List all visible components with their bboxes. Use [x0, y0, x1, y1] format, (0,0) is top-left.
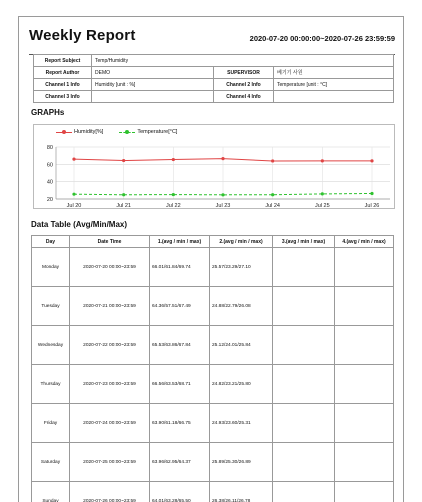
data-point-temperature: [370, 192, 373, 195]
table-row: [32, 248, 394, 287]
row-channel2: 25.57/23.29/27.10: [210, 248, 273, 287]
table-row: [32, 482, 394, 502]
report-page: [18, 16, 404, 502]
channel4-label: Channel 4 Info: [214, 91, 274, 103]
row-day: Monday: [32, 248, 70, 287]
row-datetime: 2020-07-21 00:00~23:59: [70, 287, 150, 326]
row-channel2: 25.89/25.30/26.89: [210, 443, 273, 482]
row-channel2: 26.38/26.11/26.78: [210, 482, 273, 502]
row-channel1: 64.36/57.51/67.49: [150, 287, 210, 326]
x-tick-label: Jul 26: [364, 203, 380, 209]
channel3-label: Channel 3 Info: [34, 91, 92, 103]
data-table-header: [32, 236, 394, 248]
data-point-humidity: [72, 158, 75, 161]
row-channel3: [273, 482, 335, 502]
row-datetime: 2020-07-25 00:00~23:59: [70, 443, 150, 482]
chart-container: [33, 124, 395, 209]
data-table: [31, 235, 394, 502]
channel1-label: Channel 1 Info: [34, 79, 92, 91]
row-channel3: [273, 287, 335, 326]
channel1-value: Humidity [unit : %]: [92, 79, 214, 91]
row-channel4: [335, 248, 394, 287]
row-channel2: 24.82/23.21/25.80: [210, 365, 273, 404]
row-channel2: 24.88/22.79/26.08: [210, 287, 273, 326]
row-channel1: 66.56/63.53/68.71: [150, 365, 210, 404]
row-channel4: [335, 365, 394, 404]
header-channel3: 3.(avg / min / max): [273, 236, 335, 248]
row-day: Sunday: [32, 482, 70, 502]
header-channel4: 4.(avg / min / max): [335, 236, 394, 248]
info-row-channels-1-2: [34, 79, 394, 91]
info-row-subject: [34, 55, 394, 67]
graphs-section-title: GRAPHs: [31, 108, 65, 117]
data-point-humidity: [370, 159, 373, 162]
row-channel4: [335, 326, 394, 365]
supervisor-label: SUPERVISOR: [214, 67, 274, 79]
row-channel4: [335, 287, 394, 326]
line-chart: [34, 125, 396, 210]
row-datetime: 2020-07-26 00:00~23:59: [70, 482, 150, 502]
table-row: [32, 404, 394, 443]
channel4-value: [274, 91, 394, 103]
channel2-label: Channel 2 Info: [214, 79, 274, 91]
header-channel1: 1.(avg / min / max): [150, 236, 210, 248]
header-day: Day: [32, 236, 70, 248]
x-tick-label: Jul 25: [314, 203, 330, 209]
data-point-temperature: [172, 193, 175, 196]
y-tick-label: 20: [46, 197, 53, 203]
y-tick-label: 80: [46, 145, 53, 151]
data-point-temperature: [122, 193, 125, 196]
data-point-humidity: [221, 157, 224, 160]
table-row: [32, 365, 394, 404]
x-tick-label: Jul 24: [265, 203, 281, 209]
info-row-author: [34, 67, 394, 79]
x-tick-label: Jul 22: [165, 203, 181, 209]
row-datetime: 2020-07-22 00:00~23:59: [70, 326, 150, 365]
report-header: [29, 25, 395, 55]
data-point-humidity: [172, 158, 175, 161]
data-point-humidity: [271, 159, 274, 162]
row-day: Wednesday: [32, 326, 70, 365]
subject-label: Report Subject: [34, 55, 92, 67]
data-point-temperature: [221, 193, 224, 196]
table-row: [32, 443, 394, 482]
data-point-temperature: [321, 192, 324, 195]
x-tick-label: Jul 20: [66, 203, 82, 209]
info-row-channels-3-4: [34, 91, 394, 103]
row-datetime: 2020-07-24 00:00~23:59: [70, 404, 150, 443]
row-channel2: 24.93/23.60/25.31: [210, 404, 273, 443]
y-tick-label: 60: [46, 162, 53, 169]
report-period: 2020-07-20 00:00:00~2020-07-26 23:59:59: [249, 34, 395, 43]
data-point-temperature: [72, 193, 75, 196]
row-channel1: 66.01/61.84/69.74: [150, 248, 210, 287]
data-point-humidity: [321, 159, 324, 162]
row-channel3: [273, 248, 335, 287]
channel3-value: [92, 91, 214, 103]
table-row: [32, 326, 394, 365]
row-channel4: [335, 482, 394, 502]
report-title: Weekly Report: [29, 27, 136, 44]
header-datetime: Date Time: [70, 236, 150, 248]
row-datetime: 2020-07-20 00:00~23:59: [70, 248, 150, 287]
table-row: [32, 287, 394, 326]
legend-temperature-label: Temperature[°C]: [137, 129, 178, 135]
legend-humidity-label: Humidity[%]: [74, 129, 104, 135]
row-channel4: [335, 404, 394, 443]
row-day: Saturday: [32, 443, 70, 482]
row-channel3: [273, 365, 335, 404]
row-channel1: 63.90/61.18/66.75: [150, 404, 210, 443]
row-channel3: [273, 443, 335, 482]
data-point-humidity: [122, 159, 125, 162]
row-channel1: 63.96/62.95/64.37: [150, 443, 210, 482]
supervisor-value: 베기기 사원: [274, 67, 394, 79]
row-channel4: [335, 443, 394, 482]
row-day: Friday: [32, 404, 70, 443]
author-label: Report Author: [34, 67, 92, 79]
row-day: Thursday: [32, 365, 70, 404]
row-channel1: 65.53/63.86/67.84: [150, 326, 210, 365]
data-point-temperature: [271, 193, 274, 196]
x-tick-label: Jul 21: [116, 203, 132, 209]
header-channel2: 2.(avg / min / max): [210, 236, 273, 248]
row-day: Tuesday: [32, 287, 70, 326]
row-channel3: [273, 404, 335, 443]
subject-value: Temp/Humidity: [92, 55, 394, 67]
row-channel2: 25.12/24.01/25.84: [210, 326, 273, 365]
channel2-value: Temperature [unit : °C]: [274, 79, 394, 91]
report-info-table: [33, 54, 394, 103]
row-datetime: 2020-07-23 00:00~23:59: [70, 365, 150, 404]
table-section-title: Data Table (Avg/Min/Max): [31, 220, 128, 229]
author-value: DEMO: [92, 67, 214, 79]
row-channel1: 64.01/63.28/65.50: [150, 482, 210, 502]
y-tick-label: 40: [46, 179, 53, 186]
x-tick-label: Jul 23: [215, 203, 231, 209]
row-channel3: [273, 326, 335, 365]
